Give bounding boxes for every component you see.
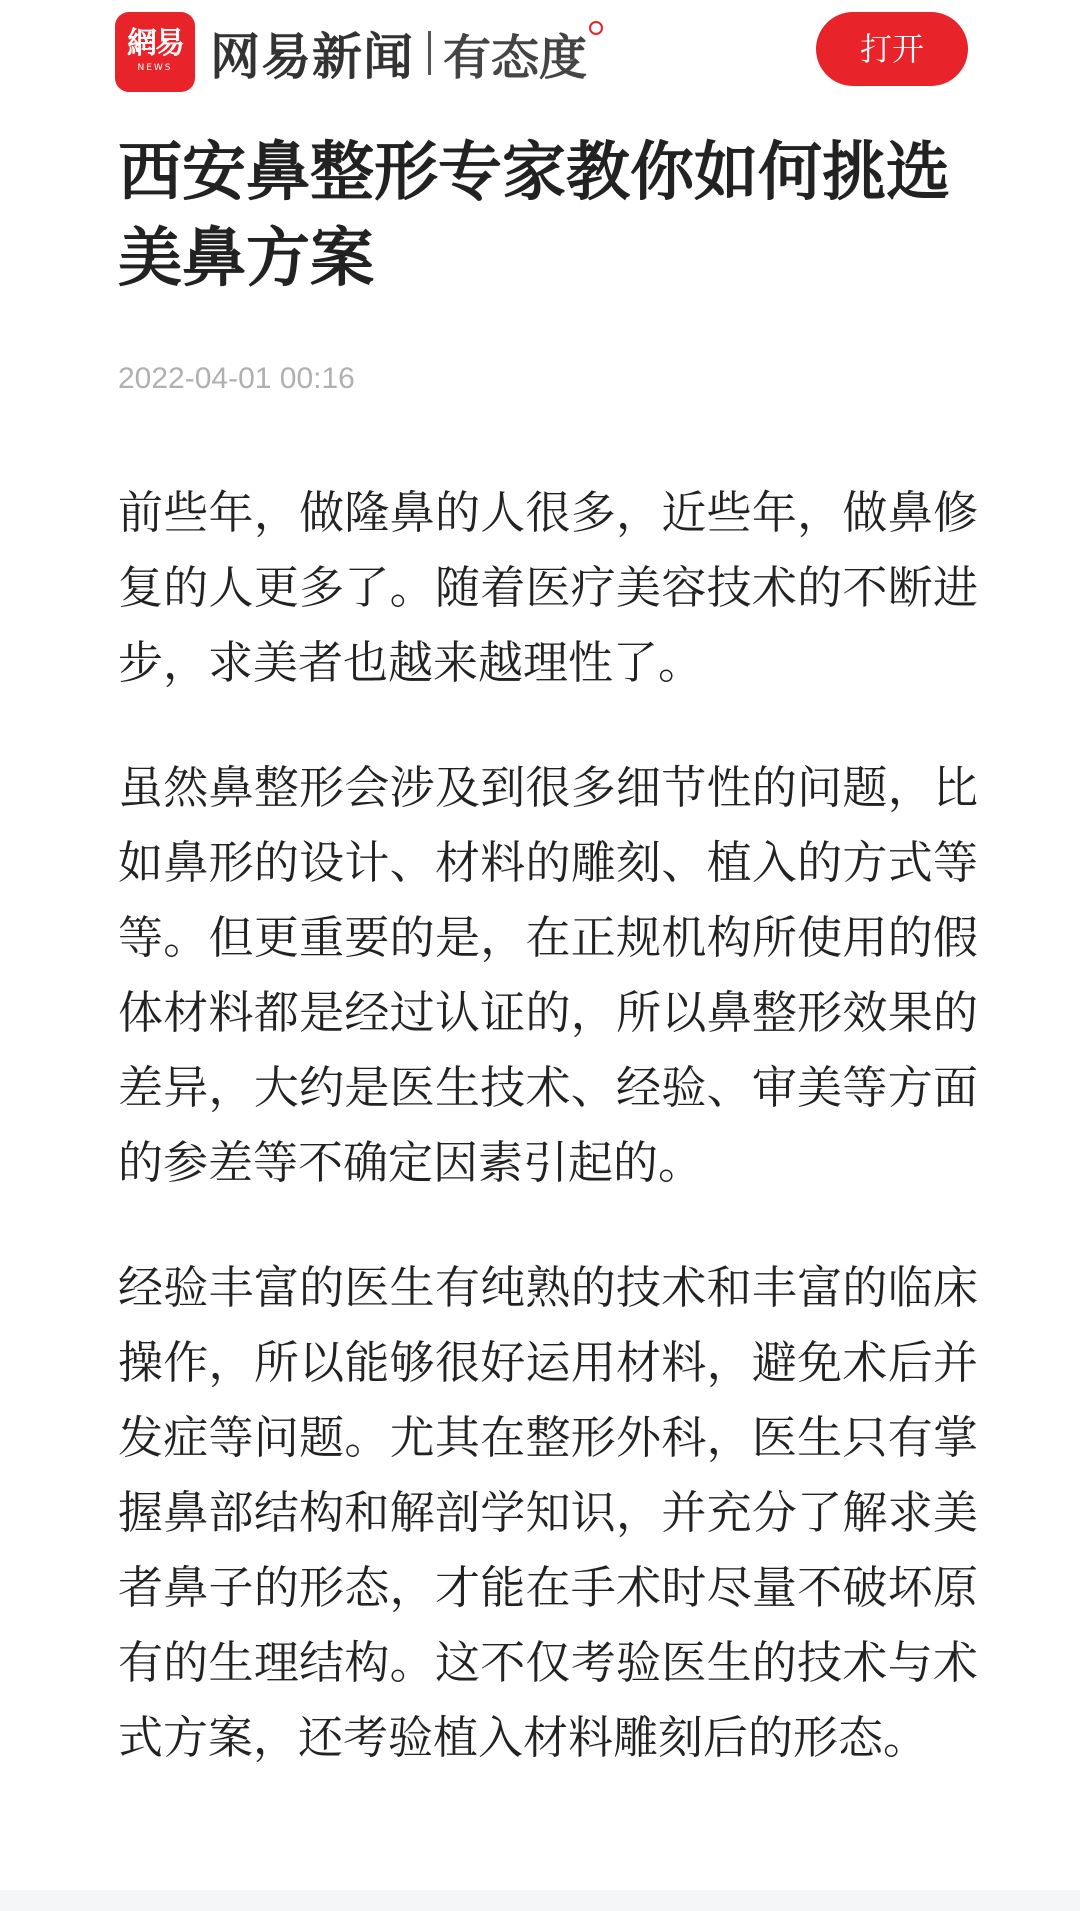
open-app-button[interactable]: 打开 [816,12,968,86]
logo-main-text: 網易 [127,26,183,61]
brand-divider [428,31,431,75]
brand-name: 网易新闻 [210,28,414,86]
article-paragraph: 虽然鼻整形会涉及到很多细节性的问题，比如鼻形的设计、材料的雕刻、植入的方式等等。但更重要的是，在正规机构所使用的假体材料都是经过认证的，所以鼻整形效果的差异，大约是医生技术、经验、审美等方面的参差等不确定因素引起的。 [118,761,978,1189]
bottom-bar-edge [0,1890,1080,1911]
publish-date: 2022-04-01 00:16 [118,362,355,395]
article-title: 西安鼻整形专家教你如何挑选美鼻方案 [118,136,950,296]
brand-wordmark [210,18,587,88]
slogan-dot-icon [589,21,603,35]
logo-sub-text: NEWS [137,63,173,73]
brand-slogan-text: 有态度 [443,29,588,86]
brand-slogan [443,19,587,88]
app-header [0,0,1080,110]
netease-logo[interactable] [115,12,195,92]
article-body [118,475,978,1825]
article-paragraph: 前些年，做隆鼻的人很多，近些年，做鼻修复的人更多了。随着医疗美容技术的不断进步，求美者也越来越理性了。 [118,486,978,689]
article-paragraph: 经验丰富的医生有纯熟的技术和丰富的临床操作，所以能够很好运用材料，避免术后并发症等问题。尤其在整形外科，医生只有掌握鼻部结构和解剖学知识，并充分了解求美者鼻子的形态，才能在手术时尽量不破坏原有的生理结构。这不仅考验医生的技术与术式方案，还考验植入材料雕刻后的形态。 [118,1261,978,1764]
